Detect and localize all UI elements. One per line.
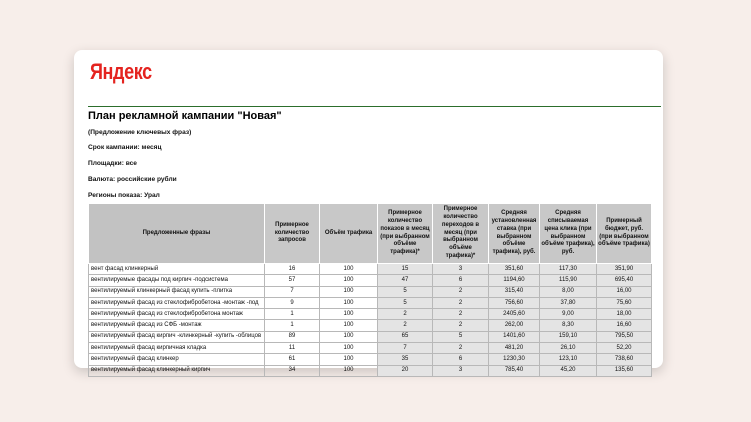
column-header: Примерное количество переходов в месяц (при выбранном объёме трафика)* xyxy=(433,204,489,264)
table-row xyxy=(89,343,652,354)
value-cell: 20 xyxy=(378,365,433,376)
value-cell: 26,10 xyxy=(540,343,597,354)
value-cell: 100 xyxy=(320,331,378,342)
value-cell: 2 xyxy=(433,343,489,354)
table-row xyxy=(89,309,652,320)
keyword-phrase-cell: вентилируемый фасад клинкер xyxy=(89,354,265,365)
value-cell: 100 xyxy=(320,309,378,320)
keyword-phrase-cell: вентилируемый фасад кирпич -клинкерный -купить -облицов xyxy=(89,331,265,342)
value-cell: 5 xyxy=(433,331,489,342)
value-cell: 9,00 xyxy=(540,309,597,320)
value-cell: 756,60 xyxy=(489,297,540,308)
table-row xyxy=(89,320,652,331)
value-cell: 37,80 xyxy=(540,297,597,308)
value-cell: 47 xyxy=(378,275,433,286)
value-cell: 100 xyxy=(320,275,378,286)
value-cell: 795,50 xyxy=(597,331,652,342)
value-cell: 262,00 xyxy=(489,320,540,331)
value-cell: 100 xyxy=(320,320,378,331)
value-cell: 2 xyxy=(433,309,489,320)
value-cell: 351,90 xyxy=(597,264,652,275)
spreadsheet-sheet xyxy=(74,50,663,374)
yandex-logo: Яндекс xyxy=(90,59,152,84)
table-row xyxy=(89,331,652,342)
value-cell: 52,20 xyxy=(597,343,652,354)
value-cell: 1230,30 xyxy=(489,354,540,365)
value-cell: 16,60 xyxy=(597,320,652,331)
campaign-term: Срок кампании: месяц xyxy=(88,144,162,151)
value-cell: 8,30 xyxy=(540,320,597,331)
keywords-table xyxy=(88,203,652,377)
value-cell: 16,00 xyxy=(597,286,652,297)
column-header: Средняя установленная ставка (при выбранном объёме трафика), руб. xyxy=(489,204,540,264)
table-row xyxy=(89,354,652,365)
value-cell: 8,00 xyxy=(540,286,597,297)
value-cell: 16 xyxy=(265,264,320,275)
keyword-phrase-cell: вентилируемый клинкерный фасад купить -плитка xyxy=(89,286,265,297)
value-cell: 9 xyxy=(265,297,320,308)
value-cell: 45,20 xyxy=(540,365,597,376)
value-cell: 315,40 xyxy=(489,286,540,297)
header-divider xyxy=(88,106,661,107)
keyword-phrase-cell: вентилируемый фасад кирпичная кладка xyxy=(89,343,265,354)
value-cell: 65 xyxy=(378,331,433,342)
value-cell: 100 xyxy=(320,286,378,297)
value-cell: 11 xyxy=(265,343,320,354)
value-cell: 2 xyxy=(433,297,489,308)
value-cell: 100 xyxy=(320,297,378,308)
value-cell: 75,60 xyxy=(597,297,652,308)
value-cell: 100 xyxy=(320,365,378,376)
table-row xyxy=(89,365,652,376)
currency: Валюта: российские рубли xyxy=(88,176,177,183)
value-cell: 89 xyxy=(265,331,320,342)
keyword-phrase-cell: вентилируемый фасад из стеклофибробетона монтаж xyxy=(89,309,265,320)
value-cell: 135,60 xyxy=(597,365,652,376)
column-header: Примерное количество запросов xyxy=(265,204,320,264)
value-cell: 5 xyxy=(378,297,433,308)
value-cell: 481,20 xyxy=(489,343,540,354)
value-cell: 159,10 xyxy=(540,331,597,342)
value-cell: 738,60 xyxy=(597,354,652,365)
value-cell: 785,40 xyxy=(489,365,540,376)
value-cell: 1194,60 xyxy=(489,275,540,286)
table-row xyxy=(89,264,652,275)
column-header: Объём трафика xyxy=(320,204,378,264)
value-cell: 115,90 xyxy=(540,275,597,286)
value-cell: 100 xyxy=(320,264,378,275)
value-cell: 6 xyxy=(433,354,489,365)
value-cell: 1 xyxy=(265,309,320,320)
value-cell: 100 xyxy=(320,343,378,354)
value-cell: 123,10 xyxy=(540,354,597,365)
value-cell: 2 xyxy=(433,286,489,297)
column-header: Предложенные фразы xyxy=(89,204,265,264)
keyword-phrase-cell: вент фасад клинкерный xyxy=(89,264,265,275)
table-row xyxy=(89,286,652,297)
column-header: Примерный бюджет, руб. (при выбранном объёме трафика) xyxy=(597,204,652,264)
value-cell: 61 xyxy=(265,354,320,365)
keyword-phrase-cell: вентилируемый фасад из СФБ -монтаж xyxy=(89,320,265,331)
value-cell: 7 xyxy=(378,343,433,354)
value-cell: 3 xyxy=(433,264,489,275)
value-cell: 57 xyxy=(265,275,320,286)
value-cell: 1401,60 xyxy=(489,331,540,342)
page-title: План рекламной кампании "Новая" xyxy=(88,110,282,122)
value-cell: 1 xyxy=(265,320,320,331)
keyword-phrase-cell: вентилируемые фасады под кирпич -подсистема xyxy=(89,275,265,286)
table-row xyxy=(89,297,652,308)
value-cell: 695,40 xyxy=(597,275,652,286)
value-cell: 117,30 xyxy=(540,264,597,275)
column-header: Средняя списываемая цена клика (при выбранном объёме трафика), руб. xyxy=(540,204,597,264)
value-cell: 351,60 xyxy=(489,264,540,275)
value-cell: 18,00 xyxy=(597,309,652,320)
value-cell: 3 xyxy=(433,365,489,376)
keyword-phrase-cell: вентилируемый фасад клинкерный кирпич xyxy=(89,365,265,376)
value-cell: 34 xyxy=(265,365,320,376)
value-cell: 35 xyxy=(378,354,433,365)
value-cell: 100 xyxy=(320,354,378,365)
value-cell: 6 xyxy=(433,275,489,286)
value-cell: 15 xyxy=(378,264,433,275)
table-header-row xyxy=(89,204,652,264)
value-cell: 2 xyxy=(378,320,433,331)
value-cell: 2405,60 xyxy=(489,309,540,320)
platforms: Площадки: все xyxy=(88,160,137,167)
column-header: Примерное количество показов в месяц (при выбранном объёме трафика)* xyxy=(378,204,433,264)
regions: Регионы показа: Урал xyxy=(88,192,160,199)
table-row xyxy=(89,275,652,286)
keyword-phrase-cell: вентилируемый фасад из стеклофибробетона -монтаж -под xyxy=(89,297,265,308)
value-cell: 5 xyxy=(378,286,433,297)
value-cell: 2 xyxy=(433,320,489,331)
value-cell: 7 xyxy=(265,286,320,297)
subtitle: (Предложение ключевых фраз) xyxy=(88,129,192,136)
value-cell: 2 xyxy=(378,309,433,320)
